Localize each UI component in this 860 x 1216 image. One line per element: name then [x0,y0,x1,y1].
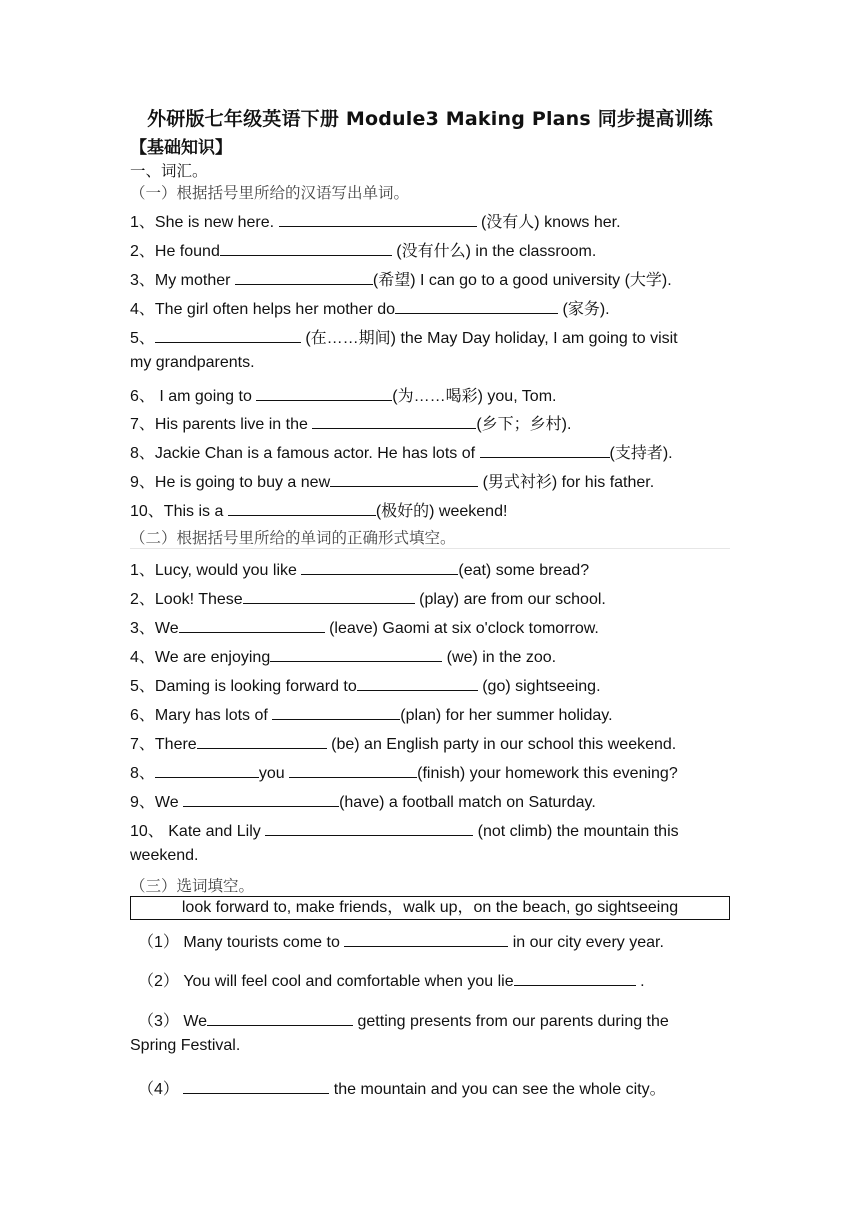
answer-blank[interactable] [265,821,473,836]
sub1-item: 8、Jackie Chan is a famous actor. He has lots of (支持者). [130,445,673,462]
answer-blank[interactable] [183,1079,329,1094]
sub2-item-cont: weekend. [130,847,199,864]
answer-blank[interactable] [395,299,558,314]
sub1-item: 9、He is going to buy a new (男式衬衫) for his father. [130,474,655,491]
part-vocab-heading: 一、词汇。 [130,162,208,180]
answer-blank[interactable] [312,414,476,429]
answer-blank[interactable] [220,241,392,256]
sub2-item: 8、 you (finish) your homework this evening? [130,765,678,782]
answer-blank[interactable] [179,618,325,633]
answer-blank[interactable] [289,763,417,778]
answer-blank[interactable] [480,443,610,458]
sub1-item: 1、She is new here. (没有人) knows her. [130,214,621,231]
answer-blank[interactable] [330,472,478,487]
answer-blank[interactable] [228,501,376,516]
sub3-item: （2） You will feel cool and comfortable when you lie . [138,973,645,990]
sub1-heading: （一）根据括号里所给的汉语写出单词。 [130,184,410,202]
divider [130,548,730,549]
sub2-item: 3、We (leave) Gaomi at six o'clock tomorrow. [130,620,599,637]
sub1-item: 4、The girl often helps her mother do (家务). [130,301,610,318]
sub2-item: 7、There (be) an English party in our school this weekend. [130,736,677,753]
answer-blank[interactable] [357,676,478,691]
word-bank-box: look forward to, make friends，walk up，on the beach, go sightseeing [130,896,730,920]
answer-blank[interactable] [155,763,259,778]
answer-blank[interactable] [197,734,327,749]
sub3-item: （4） the mountain and you can see the whole city。 [138,1081,666,1098]
sub1-item: 10、This is a (极好的) weekend! [130,503,508,520]
answer-blank[interactable] [155,328,301,343]
sub2-item: 2、Look! These (play) are from our school. [130,591,606,608]
sub3-heading: （三）选词填空。 [130,877,255,895]
answer-blank[interactable] [235,270,373,285]
sub3-item: （1） Many tourists come to in our city every year. [138,934,664,951]
sub1-item: 6、 I am going to (为……喝彩) you, Tom. [130,388,557,405]
answer-blank[interactable] [514,971,636,986]
sub1-item: 2、He found (没有什么) in the classroom. [130,243,597,260]
sub1-item: 3、My mother (希望) I can go to a good university (大学). [130,272,672,289]
sub2-item: 6、Mary has lots of (plan) for her summer holiday. [130,707,613,724]
sub1-item: 5、 (在……期间) the May Day holiday, I am going to visit [130,330,678,347]
page-title: 外研版七年级英语下册 Module3 Making Plans 同步提高训练 [147,108,713,130]
sub2-item: 9、We (have) a football match on Saturday. [130,794,596,811]
sub2-item: 1、Lucy, would you like (eat) some bread? [130,562,590,579]
answer-blank[interactable] [207,1011,353,1026]
section-basic-heading: 【基础知识】 [130,138,232,158]
sub3-item: （3） We getting presents from our parents during the [138,1013,669,1030]
sub1-item-cont: my grandparents. [130,354,255,371]
sub1-item: 7、His parents live in the (乡下；乡村). [130,416,572,433]
sub2-heading: （二）根据括号里所给的单词的正确形式填空。 [130,529,456,547]
sub2-item: 10、 Kate and Lily (not climb) the mountain this [130,823,679,840]
sub2-item: 4、We are enjoying (we) in the zoo. [130,649,557,666]
answer-blank[interactable] [256,386,392,401]
sub2-item: 5、Daming is looking forward to (go) sightseeing. [130,678,601,695]
answer-blank[interactable] [183,792,339,807]
answer-blank[interactable] [279,212,477,227]
answer-blank[interactable] [344,932,508,947]
answer-blank[interactable] [301,560,458,575]
answer-blank[interactable] [270,647,442,662]
answer-blank[interactable] [243,589,415,604]
answer-blank[interactable] [272,705,400,720]
sub3-item-cont: Spring Festival. [130,1037,241,1054]
